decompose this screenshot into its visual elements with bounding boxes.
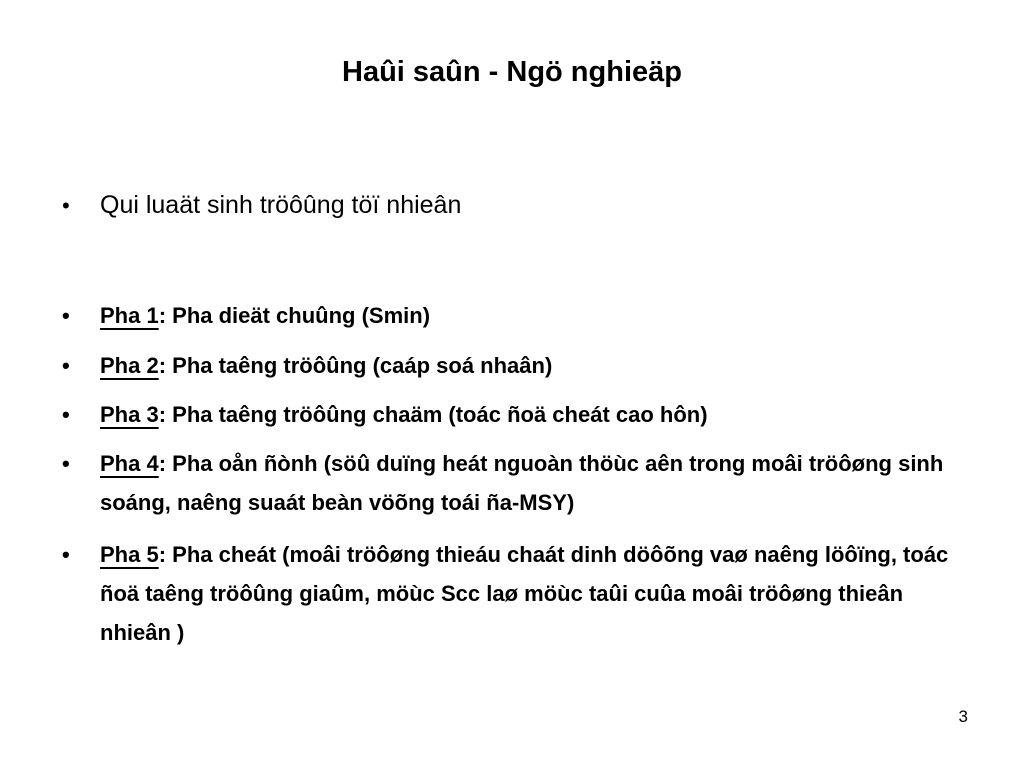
- phase-4-label: Pha 4: [100, 451, 159, 476]
- phase-5-body: [100, 535, 960, 652]
- phase-3-body: [100, 395, 960, 434]
- bullet-icon: •: [62, 402, 70, 427]
- phase-1-text: : Pha dieät chuûng (Smin): [158, 303, 431, 328]
- phase-3-label: Pha 3: [100, 402, 159, 427]
- slide-title: Haûi saûn - Ngö nghieäp: [342, 56, 682, 88]
- phase-5-text: : Pha cheát (moâi tröôøng thieáu chaát dinh döôõng vaø naêng löôïng, toác ñoä taêng tröôûng giaûm, möùc Scc laø möùc taûi cuûa moâi tröôøng thieân nhieân ): [100, 542, 949, 645]
- phase-2-body: [100, 346, 960, 385]
- phase-5-label: Pha 5: [100, 542, 159, 567]
- bullet-icon: •: [62, 542, 70, 567]
- phase-2-label: Pha 2: [100, 353, 159, 378]
- bullet-icon: •: [62, 193, 70, 218]
- bullet-icon: •: [62, 303, 70, 328]
- phase-4-body: [100, 444, 960, 522]
- bullet-icon: •: [62, 451, 70, 476]
- intro-text: Qui luaät sinh tröôûng töï nhieân: [100, 191, 462, 219]
- phase-1-body: [100, 296, 960, 335]
- phase-2-text: : Pha taêng tröôûng (caáp soá nhaân): [158, 353, 553, 378]
- bullet-icon: •: [62, 353, 70, 378]
- phase-3-text: : Pha taêng tröôûng chaäm (toác ñoä cheát cao hôn): [158, 402, 708, 427]
- phase-4-text: : Pha oån ñònh (söû duïng heát nguoàn thöùc aên trong moâi tröôøng sinh soáng, naêng suaát beàn vöõng toái ña-MSY): [100, 451, 944, 515]
- page-number: 3: [958, 707, 968, 726]
- phase-1-label: Pha 1: [100, 303, 159, 328]
